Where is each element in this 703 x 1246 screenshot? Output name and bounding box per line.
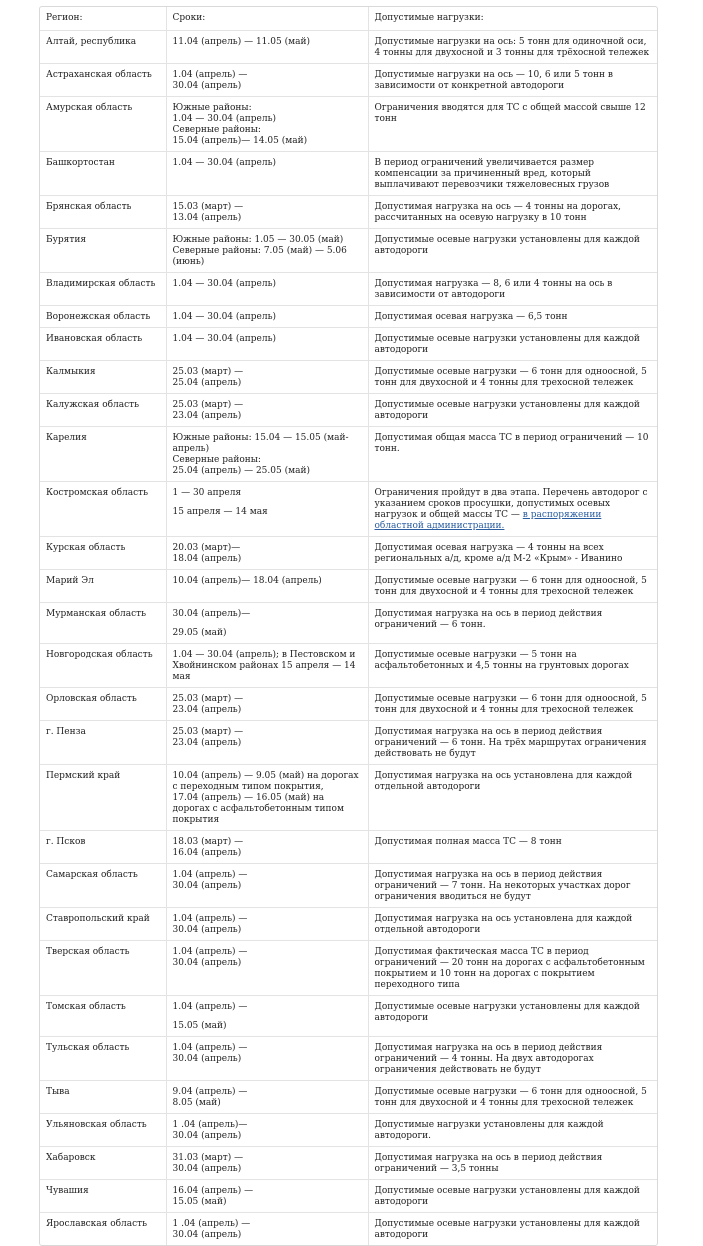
period-line: 1.04 (апрель) — <box>172 870 248 880</box>
region-cell: Амурская область <box>40 97 166 152</box>
period-cell <box>166 721 368 765</box>
loads-text: Допустимые осевые нагрузки — 6 тонн для одноосной, 5 тонн для двухосной и 4 тонны для трехосной тележек <box>374 1087 647 1108</box>
table-row <box>40 328 657 361</box>
period-line: 30.04 (апрель) <box>172 1054 242 1064</box>
region-cell: Пермский край <box>40 765 166 831</box>
loads-text: Допустимые нагрузки установлены для каждой автодороги. <box>374 1120 604 1141</box>
table-row <box>40 996 657 1037</box>
loads-text: Допустимая нагрузка на ось установлена для каждой отдельной автодороги <box>374 771 633 792</box>
loads-text: Допустимая нагрузка — 8, 6 или 4 тонны на ось в зависимости от автодороги <box>374 279 613 300</box>
table-row <box>40 31 657 64</box>
period-cell <box>166 97 368 152</box>
period-line: 1.04 (апрель) — <box>172 70 248 80</box>
period-line: 18.03 (март) — <box>172 837 244 847</box>
period-cell <box>166 31 368 64</box>
period-cell <box>166 603 368 644</box>
region-cell: Курская область <box>40 537 166 570</box>
loads-cell <box>368 394 657 427</box>
period-line: Северные районы: <box>172 125 261 135</box>
period-line: 25.04 (апрель) — 25.05 (май) <box>172 466 310 476</box>
loads-cell <box>368 908 657 941</box>
period-line: 1.04 — 30.04 (апрель) <box>172 279 276 289</box>
loads-cell <box>368 427 657 482</box>
period-line: 29.05 (май) <box>172 628 227 638</box>
loads-cell <box>368 1081 657 1114</box>
loads-cell <box>368 603 657 644</box>
region-cell: Астраханская область <box>40 64 166 97</box>
loads-cell <box>368 688 657 721</box>
loads-text: Допустимая нагрузка на ось — 4 тонны на дорогах, рассчитанных на осевую нагрузку в 10 тонн <box>374 202 622 223</box>
period-cell <box>166 328 368 361</box>
table-row <box>40 273 657 306</box>
region-cell: Томская область <box>40 996 166 1037</box>
period-line: 25.03 (март) — <box>172 400 244 410</box>
table-row <box>40 570 657 603</box>
period-line: 1 .04 (апрель) — <box>172 1219 251 1229</box>
loads-cell <box>368 721 657 765</box>
table-row <box>40 908 657 941</box>
period-line: 1.04 (апрель) — <box>172 914 248 924</box>
table-row <box>40 537 657 570</box>
loads-cell <box>368 361 657 394</box>
table-row <box>40 603 657 644</box>
loads-text: В период ограничений увеличивается размер компенсации за причиненный вред, который выплачивают перевозчики тяжеловесных грузов <box>374 158 610 190</box>
table-row <box>40 644 657 688</box>
loads-cell <box>368 644 657 688</box>
period-line: 1.04 — 30.04 (апрель) <box>172 312 276 322</box>
loads-cell <box>368 1037 657 1081</box>
period-line: 11.04 (апрель) — 11.05 (май) <box>172 37 310 47</box>
period-line: 1 .04 (апрель)— <box>172 1120 248 1130</box>
period-line: 16.04 (апрель) <box>172 848 242 858</box>
region-cell: г. Псков <box>40 831 166 864</box>
period-cell <box>166 765 368 831</box>
region-cell: Ставропольский край <box>40 908 166 941</box>
loads-cell <box>368 941 657 996</box>
period-line: 23.04 (апрель) <box>172 738 242 748</box>
table-row <box>40 1114 657 1147</box>
loads-cell <box>368 1114 657 1147</box>
loads-text: Допустимые осевые нагрузки — 6 тонн для одноосной, 5 тонн для двухосной и 4 тонны для трехосной тележек <box>374 367 647 388</box>
period-line: 8.05 (май) <box>172 1098 221 1108</box>
period-line: Южные районы: 1.05 — 30.05 (май) <box>172 235 344 245</box>
table-row <box>40 864 657 908</box>
region-cell: Ивановская область <box>40 328 166 361</box>
loads-cell <box>368 64 657 97</box>
period-cell <box>166 1081 368 1114</box>
period-line: 15.04 (апрель)— 14.05 (май) <box>172 136 308 146</box>
loads-text: Допустимые осевые нагрузки установлены для каждой автодороги <box>374 334 640 355</box>
table-row <box>40 97 657 152</box>
region-cell: Калужская область <box>40 394 166 427</box>
period-line: 20.03 (март)— <box>172 543 241 553</box>
loads-text: Допустимые нагрузки на ось: 5 тонн для одиночной оси, 4 тонны для двухосной и 3 тонны для трёхосной тележек <box>374 37 650 58</box>
loads-cell <box>368 273 657 306</box>
table-row <box>40 1213 657 1246</box>
loads-text: Ограничения вводятся для ТС с общей массой свыше 12 тонн <box>374 103 646 124</box>
loads-cell <box>368 1213 657 1246</box>
period-cell <box>166 1213 368 1246</box>
period-line: 30.04 (апрель) <box>172 881 242 891</box>
loads-text: Допустимые осевые нагрузки установлены для каждой автодороги <box>374 1219 640 1240</box>
period-cell <box>166 908 368 941</box>
period-cell <box>166 570 368 603</box>
loads-text: Допустимые нагрузки на ось — 10, 6 или 5 тонн в зависимости от конкретной автодороги <box>374 70 613 91</box>
table-row <box>40 831 657 864</box>
period-line: 18.04 (апрель) <box>172 554 242 564</box>
period-line: 1.04 (апрель) — <box>172 1043 248 1053</box>
load-restrictions-table-container <box>39 6 658 1246</box>
period-line: 15.03 (март) — <box>172 202 244 212</box>
period-line: Южные районы: <box>172 103 252 113</box>
loads-text: Допустимая фактическая масса ТС в период ограничений — 20 тонн на дорогах с асфальтобетонным покрытием и 10 тонн на дорогах с покрытием переходного типа <box>374 947 645 990</box>
loads-text: Допустимая осевая нагрузка — 4 тонны на всех региональных а/д, кроме а/д М-2 «Крым» - Иванино <box>374 543 623 564</box>
period-cell <box>166 831 368 864</box>
region-cell: Чувашия <box>40 1180 166 1213</box>
loads-text: Допустимая осевая нагрузка — 6,5 тонн <box>374 312 568 322</box>
period-line: 23.04 (апрель) <box>172 705 242 715</box>
loads-text: Допустимые осевые нагрузки установлены для каждой автодороги <box>374 1186 640 1207</box>
loads-text: Допустимые осевые нагрузки установлены для каждой автодороги <box>374 1002 640 1023</box>
period-cell <box>166 537 368 570</box>
period-line: 25.03 (март) — <box>172 727 244 737</box>
table-row <box>40 229 657 273</box>
table-row <box>40 306 657 328</box>
loads-cell <box>368 152 657 196</box>
period-line: 1.04 — 30.04 (апрель) <box>172 334 276 344</box>
table-row <box>40 721 657 765</box>
table-row <box>40 482 657 537</box>
loads-text: Допустимые осевые нагрузки — 6 тонн для одноосной, 5 тонн для двухосной и 4 тонны для трехосной тележек <box>374 576 647 597</box>
period-line: Северные районы: <box>172 455 261 465</box>
period-line: 30.04 (апрель) <box>172 958 242 968</box>
region-cell: Калмыкия <box>40 361 166 394</box>
period-line: 1.04 — 30.04 (апрель) <box>172 114 276 124</box>
table-row <box>40 765 657 831</box>
period-cell <box>166 427 368 482</box>
load-restrictions-table <box>40 7 657 1245</box>
table-header-row <box>40 7 657 31</box>
period-cell <box>166 1037 368 1081</box>
period-line: 10.04 (апрель) — 9.05 (май) на дорогах с переходным типом покрытия, <box>172 771 359 792</box>
table-row <box>40 361 657 394</box>
region-cell: Тульская область <box>40 1037 166 1081</box>
period-line: Северные районы: 7.05 (май) — 5.06 (июнь) <box>172 246 347 267</box>
header-region: Регион: <box>40 7 166 31</box>
loads-text: Допустимые осевые нагрузки установлены для каждой автодороги <box>374 400 640 421</box>
table-row <box>40 1180 657 1213</box>
table-row <box>40 394 657 427</box>
region-cell: г. Пенза <box>40 721 166 765</box>
period-line: 30.04 (апрель)— <box>172 609 251 619</box>
region-cell: Башкортостан <box>40 152 166 196</box>
loads-cell <box>368 196 657 229</box>
loads-cell <box>368 482 657 537</box>
loads-text: Допустимая нагрузка на ось в период действия ограничений — 6 тонн. На трёх маршрутах ограничения действовать не будут <box>374 727 647 759</box>
period-line: 30.04 (апрель) <box>172 1164 242 1174</box>
table-row <box>40 941 657 996</box>
table-row <box>40 196 657 229</box>
header-period: Сроки: <box>166 7 368 31</box>
period-line: 15 апреля — 14 мая <box>172 507 268 517</box>
period-line: 1.04 (апрель) — <box>172 947 248 957</box>
period-line: 15.05 (май) <box>172 1197 227 1207</box>
period-line: 31.03 (март) — <box>172 1153 244 1163</box>
table-row <box>40 688 657 721</box>
period-line: 25.03 (март) — <box>172 694 244 704</box>
region-cell: Ульяновская область <box>40 1114 166 1147</box>
administration-order-link[interactable]: в распоряжении областной администрации. <box>374 510 602 531</box>
period-cell <box>166 864 368 908</box>
region-cell: Бурятия <box>40 229 166 273</box>
period-line: 9.04 (апрель) — <box>172 1087 248 1097</box>
loads-text: Допустимые осевые нагрузки — 5 тонн на асфальтобетонных и 4,5 тонны на грунтовых дорогах <box>374 650 629 671</box>
period-cell <box>166 273 368 306</box>
region-cell: Орловская область <box>40 688 166 721</box>
period-cell <box>166 1180 368 1213</box>
loads-cell <box>368 306 657 328</box>
table-row <box>40 1147 657 1180</box>
period-cell <box>166 482 368 537</box>
loads-cell <box>368 537 657 570</box>
period-line: Южные районы: 15.04 — 15.05 (май-апрель) <box>172 433 349 454</box>
period-line: 1.04 — 30.04 (апрель); в Пестовском и Хвойнинском районах 15 апреля — 14 мая <box>172 650 356 682</box>
loads-text: Допустимая нагрузка на ось в период действия ограничений — 3,5 тонны <box>374 1153 603 1174</box>
region-cell: Тыва <box>40 1081 166 1114</box>
period-line: 10.04 (апрель)— 18.04 (апрель) <box>172 576 322 586</box>
region-cell: Владимирская область <box>40 273 166 306</box>
period-line: 30.04 (апрель) <box>172 81 242 91</box>
region-cell: Новгородская область <box>40 644 166 688</box>
period-line: 1.04 (апрель) — <box>172 1002 248 1012</box>
period-cell <box>166 394 368 427</box>
period-line: 16.04 (апрель) — <box>172 1186 254 1196</box>
period-line: 30.04 (апрель) <box>172 1230 242 1240</box>
period-cell <box>166 644 368 688</box>
region-cell: Самарская область <box>40 864 166 908</box>
header-loads: Допустимые нагрузки: <box>368 7 657 31</box>
period-cell <box>166 196 368 229</box>
loads-cell <box>368 996 657 1037</box>
period-line: 25.04 (апрель) <box>172 378 242 388</box>
period-line: 17.04 (апрель) — 16.05 (май) на дорогах с асфальтобетонным типом покрытия <box>172 793 344 825</box>
table-row <box>40 427 657 482</box>
region-cell: Карелия <box>40 427 166 482</box>
period-cell <box>166 306 368 328</box>
period-line: 30.04 (апрель) <box>172 925 242 935</box>
table-row <box>40 1037 657 1081</box>
period-cell <box>166 229 368 273</box>
loads-text: Допустимая нагрузка на ось в период действия ограничений — 4 тонны. На двух автодорогах ограничения действовать не будут <box>374 1043 603 1075</box>
loads-text: Допустимая нагрузка на ось в период действия ограничений — 7 тонн. На некоторых участках дорог ограничения вводиться не будут <box>374 870 631 902</box>
region-cell: Воронежская область <box>40 306 166 328</box>
loads-text: Допустимая общая масса ТС в период ограничений — 10 тонн. <box>374 433 649 454</box>
period-line: 25.03 (март) — <box>172 367 244 377</box>
table-row <box>40 152 657 196</box>
period-line: 23.04 (апрель) <box>172 411 242 421</box>
loads-cell <box>368 31 657 64</box>
loads-cell <box>368 1147 657 1180</box>
table-row <box>40 1081 657 1114</box>
region-cell: Ярославская область <box>46 1219 148 1229</box>
loads-text: Ограничения пройдут в два этапа. Перечень автодорог с указанием сроков просушки, допустимых осевых нагрузок и общей массы ТС — <box>374 488 648 520</box>
loads-text: Допустимая нагрузка на ось установлена для каждой отдельной автодороги <box>374 914 633 935</box>
loads-cell <box>368 864 657 908</box>
loads-cell <box>368 570 657 603</box>
period-cell <box>166 361 368 394</box>
loads-cell <box>368 831 657 864</box>
region-cell: Костромская область <box>40 482 166 537</box>
period-line: 15.05 (май) <box>172 1021 227 1031</box>
region-cell: Марий Эл <box>40 570 166 603</box>
loads-cell <box>368 1180 657 1213</box>
loads-cell <box>368 229 657 273</box>
period-cell <box>166 1114 368 1147</box>
period-line: 1.04 — 30.04 (апрель) <box>172 158 276 168</box>
region-cell: Тверская область <box>40 941 166 996</box>
period-cell <box>166 688 368 721</box>
loads-text: Допустимые осевые нагрузки — 6 тонн для одноосной, 5 тонн для двухосной и 4 тонны для трехосной тележек <box>374 694 647 715</box>
period-cell <box>166 152 368 196</box>
period-line: 30.04 (апрель) <box>172 1131 242 1141</box>
loads-text: Допустимая нагрузка на ось в период действия ограничений — 6 тонн. <box>374 609 603 630</box>
region-cell: Хабаровск <box>40 1147 166 1180</box>
period-cell <box>166 996 368 1037</box>
table-body <box>40 31 657 1246</box>
table-row <box>40 64 657 97</box>
loads-cell <box>368 97 657 152</box>
period-line: 1 — 30 апреля <box>172 488 242 498</box>
period-line: 13.04 (апрель) <box>172 213 242 223</box>
region-cell: Мурманская область <box>40 603 166 644</box>
loads-cell <box>368 765 657 831</box>
loads-text: Допустимая полная масса ТС — 8 тонн <box>374 837 562 847</box>
period-cell <box>166 1147 368 1180</box>
region-cell: Алтай, республика <box>40 31 166 64</box>
loads-text: Допустимые осевые нагрузки установлены для каждой автодороги <box>374 235 640 256</box>
region-cell: Брянская область <box>40 196 166 229</box>
period-cell <box>166 941 368 996</box>
loads-cell <box>368 328 657 361</box>
period-cell <box>166 64 368 97</box>
